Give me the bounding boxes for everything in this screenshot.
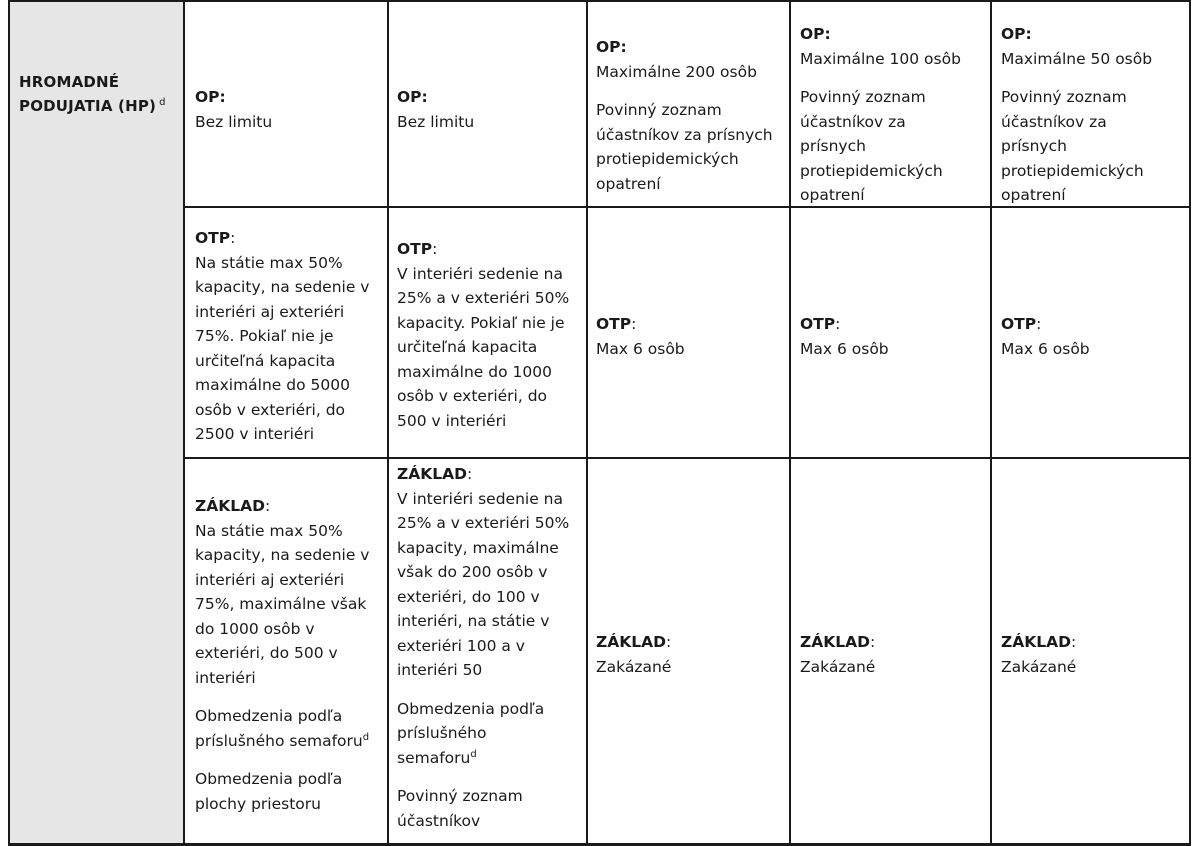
cell-text-line: Obmedzenia podľa — [195, 707, 343, 725]
cell-heading: ZÁKLAD — [397, 465, 467, 483]
cell-text-line: plochy priestoru — [195, 794, 321, 813]
table-row-divider-2 — [183, 457, 1191, 459]
cell-text-line: príslušného — [397, 724, 487, 742]
cell-text-line: osôb v exteriéri, do — [195, 400, 346, 419]
cell-heading: OTP — [195, 229, 231, 247]
cell-text-line: exteriéri, do 500 v — [195, 644, 338, 662]
cell-text-line: osôb v exteriéri, do — [397, 387, 548, 405]
table-cell-r3c4 — [800, 630, 875, 679]
cell-text-line: do 1000 osôb v — [195, 619, 315, 638]
cell-text-line: V interiéri sedenie na — [397, 489, 563, 508]
cell-text-line: Zakázané — [596, 657, 672, 676]
cell-text-line: prísnych — [800, 137, 866, 155]
cell-heading-colon: : — [835, 315, 841, 333]
table-border-top — [8, 0, 1191, 2]
cell-text-line: prísnych — [1001, 137, 1067, 155]
cell-text-line: Obmedzenia podľa — [195, 770, 343, 788]
cell-heading: OP: — [397, 88, 428, 106]
cell-text-line: kapacity, na sedenie v — [195, 546, 370, 564]
cell-text-line: však do 200 osôb v — [397, 563, 548, 581]
table-cell-r1c3 — [596, 35, 773, 196]
cell-heading-colon: : — [265, 497, 271, 515]
cell-text-line: 2500 v interiéri — [195, 425, 315, 443]
cell-text-line: Zakázané — [800, 657, 876, 676]
table-cell-r1c4 — [800, 22, 961, 208]
cell-text-line: kapacity. Pokiaľ nie je — [397, 313, 565, 332]
cell-heading: ZÁKLAD — [195, 497, 265, 515]
table-cell-r2c4 — [800, 312, 889, 361]
cell-heading-colon: : — [230, 229, 236, 247]
table-divider-col1 — [183, 0, 185, 846]
row-header-cell — [9, 0, 184, 846]
cell-text-line: interiéri — [195, 668, 256, 687]
cell-text-line: 500 v interiéri — [397, 411, 507, 430]
cell-text-line: V interiéri sedenie na — [397, 264, 563, 283]
cell-text-line: Maximálne 200 osôb — [596, 62, 757, 81]
cell-text-line: maximálne do 5000 — [195, 376, 350, 394]
table-divider-col3 — [586, 0, 588, 846]
table-border-right — [1189, 0, 1191, 846]
row-header-line1: HROMADNÉ — [19, 73, 120, 91]
cell-text-line: Povinný zoznam — [397, 787, 523, 805]
cell-heading-colon: : — [467, 465, 473, 483]
table-cell-r1c1 — [195, 85, 272, 134]
cell-text-line: Bez limitu — [195, 112, 273, 131]
cell-text-line: Bez limitu — [397, 112, 475, 131]
cell-text-line: opatrení — [1001, 186, 1066, 204]
cell-heading: OP: — [195, 88, 226, 106]
cell-text-line: 25% a v exteriéri 50% — [397, 514, 570, 532]
cell-text-line: Na státie max 50% — [195, 253, 343, 272]
cell-text-line: Obmedzenia podľa — [397, 699, 545, 718]
cell-text-line: 75%. Pokiaľ nie je — [195, 327, 334, 345]
cell-heading-colon: : — [432, 240, 438, 258]
cell-heading: OTP — [596, 315, 632, 333]
cell-text-line: účastníkov za — [1001, 112, 1107, 131]
cell-heading: OTP — [1001, 315, 1037, 333]
cell-text-line: účastníkov za prísnych — [596, 125, 773, 144]
cell-text-line: Max 6 osôb — [596, 339, 685, 358]
cell-text-line: opatrení — [800, 186, 865, 204]
table-cell-r3c3 — [596, 630, 671, 679]
cell-text-line: maximálne do 1000 — [397, 362, 552, 381]
table-border-left — [8, 0, 10, 846]
cell-heading-colon: : — [631, 315, 637, 333]
cell-text-line: Max 6 osôb — [800, 339, 889, 358]
cell-heading: OP: — [596, 38, 627, 56]
table-cell-r2c2 — [397, 237, 569, 433]
cell-text-line: semaforu — [397, 748, 471, 767]
cell-heading: ZÁKLAD — [596, 633, 666, 651]
cell-text-line: interiéri aj exteriéri — [195, 570, 345, 589]
table-cell-r1c5 — [1001, 22, 1152, 208]
cell-text-line: kapacity, maximálne — [397, 538, 559, 557]
cell-text-line: Povinný zoznam — [800, 88, 926, 106]
cell-text-line: príslušného semaforu — [195, 731, 363, 750]
table-cell-r3c1 — [195, 494, 369, 816]
cell-heading-colon: : — [1036, 315, 1042, 333]
cell-text-line: určiteľná kapacita — [397, 338, 538, 356]
cell-text-line: opatrení — [596, 174, 661, 193]
cell-text-line: interiéri, na státie v — [397, 612, 550, 630]
cell-text-line: Povinný zoznam — [1001, 88, 1127, 106]
cell-text-line: kapacity, na sedenie v — [195, 278, 370, 296]
cell-heading-colon: : — [1071, 633, 1077, 651]
cell-text-line: protiepidemických — [800, 161, 943, 180]
cell-heading: OP: — [800, 25, 831, 43]
row-header-line2: PODUJATIA (HP) — [19, 97, 157, 115]
cell-text-line: 25% a v exteriéri 50% — [397, 289, 570, 307]
cell-text-line: Maximálne 50 osôb — [1001, 49, 1153, 68]
table-divider-col4 — [789, 0, 791, 846]
cell-footnote: d — [362, 731, 370, 743]
cell-text-line: účastníkov — [397, 811, 481, 830]
cell-text-line: protiepidemických — [1001, 161, 1144, 180]
cell-text-line: Maximálne 100 osôb — [800, 49, 961, 68]
cell-text-line: Max 6 osôb — [1001, 339, 1090, 358]
row-header-label — [19, 70, 179, 118]
cell-heading: OP: — [1001, 25, 1032, 43]
cell-footnote: d — [470, 748, 477, 760]
cell-heading: OTP — [800, 315, 836, 333]
cell-heading: OTP — [397, 240, 433, 258]
cell-text-line: interiéri aj exteriéri — [195, 302, 345, 321]
table-cell-r1c2 — [397, 85, 474, 134]
cell-text-line: 75%, maximálne však — [195, 595, 367, 613]
cell-text-line: interiéri 50 — [397, 661, 483, 679]
row-header-footnote: d — [159, 97, 166, 108]
cell-text-line: protiepidemických — [596, 150, 739, 168]
cell-text-line: účastníkov za — [800, 112, 906, 131]
cell-text-line: Povinný zoznam — [596, 101, 722, 119]
table-cell-r2c5 — [1001, 312, 1090, 361]
table-divider-col5 — [990, 0, 992, 846]
cell-heading-colon: : — [666, 633, 672, 651]
table-cell-r2c3 — [596, 312, 685, 361]
cell-heading: ZÁKLAD — [800, 633, 870, 651]
cell-text-line: Zakázané — [1001, 657, 1077, 676]
cell-text-line: exteriéri, do 100 v — [397, 587, 540, 606]
cell-text-line: Na státie max 50% — [195, 521, 343, 540]
cell-heading-colon: : — [870, 633, 876, 651]
cell-heading: ZÁKLAD — [1001, 633, 1071, 651]
cell-text-line: exteriéri 100 a v — [397, 636, 525, 655]
table-cell-r3c5 — [1001, 630, 1076, 679]
table-divider-col2 — [387, 0, 389, 846]
table-cell-r3c2 — [397, 462, 569, 833]
table-cell-r2c1 — [195, 226, 369, 447]
cell-text-line: určiteľná kapacita — [195, 351, 336, 370]
